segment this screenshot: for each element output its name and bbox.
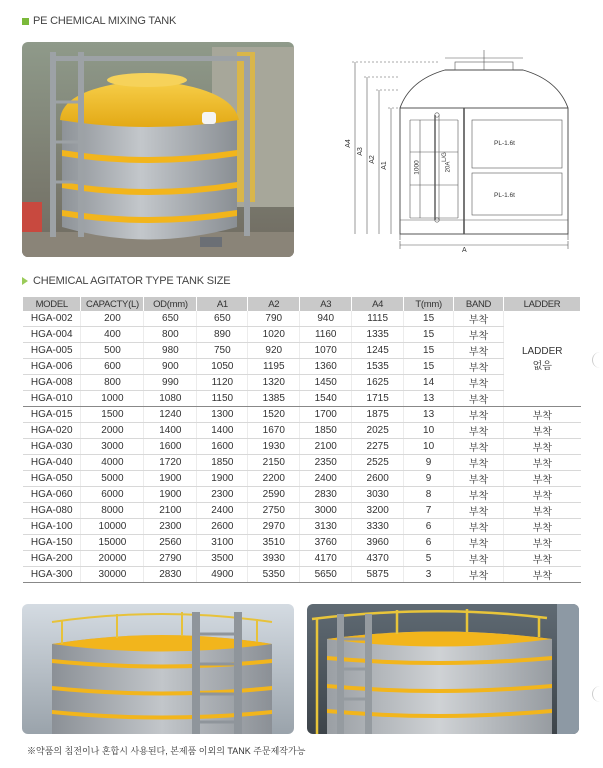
dim-label-lg: L/G xyxy=(441,152,448,162)
page-section-title xyxy=(22,15,176,27)
table-cell-model: HGA-020 xyxy=(23,423,81,439)
table-cell-model: HGA-006 xyxy=(23,359,81,375)
table-cell-a3: 2100 xyxy=(300,439,352,455)
table-cell-a4: 3030 xyxy=(352,487,404,503)
table-cell-a1: 1600 xyxy=(197,439,248,455)
page-title: PE CHEMICAL MIXING TANK xyxy=(33,15,177,27)
mixing-tank-photo xyxy=(22,42,294,257)
table-row xyxy=(23,471,581,487)
table-row xyxy=(23,503,581,519)
table-cell-t: 15 xyxy=(404,311,454,327)
table-cell-od: 2830 xyxy=(144,567,197,583)
table-cell-band: 부착 xyxy=(454,391,504,407)
large-tank-photo-right xyxy=(307,604,579,734)
table-header xyxy=(23,297,581,311)
table-cell-band: 부착 xyxy=(454,407,504,423)
table-cell-band: 부착 xyxy=(454,503,504,519)
table-cell-a2: 2590 xyxy=(248,487,300,503)
large-tank-photo-left xyxy=(22,604,294,734)
table-cell-cap: 1000 xyxy=(81,391,144,407)
table-cell-a2: 2970 xyxy=(248,519,300,535)
table-cell-ladder: 부착 xyxy=(504,455,581,471)
column-header: LADDER xyxy=(504,297,581,311)
table-cell-t: 10 xyxy=(404,423,454,439)
dim-label-a3: A3 xyxy=(356,147,364,156)
table-cell-ladder: 부착 xyxy=(504,503,581,519)
dim-label-1000: 1000 xyxy=(413,160,421,175)
table-cell-a4: 2025 xyxy=(352,423,404,439)
table-cell-model: HGA-010 xyxy=(23,391,81,407)
column-header: A3 xyxy=(300,297,352,311)
tank-size-table xyxy=(23,297,581,583)
table-cell-model: HGA-100 xyxy=(23,519,81,535)
large-tank-left-illustration xyxy=(22,604,294,734)
table-cell-a1: 2300 xyxy=(197,487,248,503)
table-cell-ladder: 부착 xyxy=(504,567,581,583)
table-cell-a3: 3000 xyxy=(300,503,352,519)
table-cell-a1: 750 xyxy=(197,343,248,359)
table-row xyxy=(23,407,581,423)
table-cell-cap: 600 xyxy=(81,359,144,375)
table-row xyxy=(23,439,581,455)
column-header: MODEL xyxy=(23,297,81,311)
table-cell-od: 1080 xyxy=(144,391,197,407)
table-cell-cap: 8000 xyxy=(81,503,144,519)
table-row xyxy=(23,423,581,439)
table-cell-t: 15 xyxy=(404,327,454,343)
table-cell-a3: 4170 xyxy=(300,551,352,567)
table-cell-od: 2560 xyxy=(144,535,197,551)
table-cell-a4: 1335 xyxy=(352,327,404,343)
dim-label-pl-top: PL-1.6t xyxy=(494,140,515,147)
table-cell-ladder: 부착 xyxy=(504,407,581,423)
table-cell-a1: 1850 xyxy=(197,455,248,471)
table-cell-a2: 1195 xyxy=(248,359,300,375)
table-cell-a1: 1300 xyxy=(197,407,248,423)
table-cell-t: 13 xyxy=(404,407,454,423)
table-cell-model: HGA-005 xyxy=(23,343,81,359)
table-row xyxy=(23,519,581,535)
column-header: CAPACTY(L) xyxy=(81,297,144,311)
table-cell-a2: 3930 xyxy=(248,551,300,567)
table-cell-t: 9 xyxy=(404,455,454,471)
table-cell-od: 1900 xyxy=(144,487,197,503)
table-cell-a3: 1070 xyxy=(300,343,352,359)
table-cell-cap: 2000 xyxy=(81,423,144,439)
table-cell-cap: 800 xyxy=(81,375,144,391)
table-cell-t: 10 xyxy=(404,439,454,455)
footnote: ※약품의 침전이나 혼합시 사용된다, 본제품 이외의 TANK 주문제작가능 xyxy=(27,746,306,756)
table-cell-a2: 1670 xyxy=(248,423,300,439)
column-header: A2 xyxy=(248,297,300,311)
table-cell-od: 650 xyxy=(144,311,197,327)
table-cell-a3: 3760 xyxy=(300,535,352,551)
table-cell-model: HGA-008 xyxy=(23,375,81,391)
table-cell-a4: 1535 xyxy=(352,359,404,375)
table-cell-cap: 200 xyxy=(81,311,144,327)
table-cell-band: 부착 xyxy=(454,487,504,503)
table-cell-a2: 1320 xyxy=(248,375,300,391)
table-cell-t: 6 xyxy=(404,519,454,535)
table-cell-a1: 650 xyxy=(197,311,248,327)
table-cell-a4: 3960 xyxy=(352,535,404,551)
table-cell-a4: 1115 xyxy=(352,311,404,327)
table-cell-a3: 1360 xyxy=(300,359,352,375)
table-cell-ladder: 부착 xyxy=(504,487,581,503)
table-cell-a1: 3100 xyxy=(197,535,248,551)
table-cell-cap: 4000 xyxy=(81,455,144,471)
table-cell-a3: 1850 xyxy=(300,423,352,439)
table-cell-a1: 1150 xyxy=(197,391,248,407)
table-cell-a1: 3500 xyxy=(197,551,248,567)
table-cell-a4: 4370 xyxy=(352,551,404,567)
table-section-title xyxy=(22,275,230,287)
table-cell-od: 1240 xyxy=(144,407,197,423)
table-cell-ladder: 부착 xyxy=(504,439,581,455)
table-cell-ladder: 부착 xyxy=(504,535,581,551)
table-cell-t: 13 xyxy=(404,391,454,407)
table-cell-t: 7 xyxy=(404,503,454,519)
table-cell-a4: 1875 xyxy=(352,407,404,423)
table-cell-cap: 30000 xyxy=(81,567,144,583)
table-cell-a3: 940 xyxy=(300,311,352,327)
table-cell-a4: 3330 xyxy=(352,519,404,535)
column-header: T(mm) xyxy=(404,297,454,311)
table-cell-od: 900 xyxy=(144,359,197,375)
table-cell-model: HGA-040 xyxy=(23,455,81,471)
table-cell-a2: 1520 xyxy=(248,407,300,423)
table-cell-a2: 920 xyxy=(248,343,300,359)
table-cell-a3: 3130 xyxy=(300,519,352,535)
table-cell-band: 부착 xyxy=(454,519,504,535)
table-cell-a2: 1020 xyxy=(248,327,300,343)
table-cell-model: HGA-004 xyxy=(23,327,81,343)
table-cell-od: 800 xyxy=(144,327,197,343)
table-cell-ladder: 부착 xyxy=(504,519,581,535)
table-cell-ladder: 부착 xyxy=(504,423,581,439)
table-cell-t: 9 xyxy=(404,471,454,487)
table-cell-model: HGA-150 xyxy=(23,535,81,551)
table-cell-model: HGA-300 xyxy=(23,567,81,583)
table-cell-a1: 1050 xyxy=(197,359,248,375)
table-cell-a1: 1400 xyxy=(197,423,248,439)
table-cell-od: 1600 xyxy=(144,439,197,455)
table-cell-a2: 790 xyxy=(248,311,300,327)
table-row xyxy=(23,375,581,391)
table-cell-t: 6 xyxy=(404,535,454,551)
ladder-merged-cell xyxy=(504,311,581,407)
table-cell-a3: 1700 xyxy=(300,407,352,423)
binder-mark-bottom xyxy=(592,686,601,702)
dim-label-a: A xyxy=(462,247,467,254)
table-cell-band: 부착 xyxy=(454,327,504,343)
table-row xyxy=(23,343,581,359)
table-cell-model: HGA-002 xyxy=(23,311,81,327)
column-header: A4 xyxy=(352,297,404,311)
table-cell-a4: 5875 xyxy=(352,567,404,583)
table-cell-t: 15 xyxy=(404,343,454,359)
table-cell-t: 14 xyxy=(404,375,454,391)
table-cell-band: 부착 xyxy=(454,311,504,327)
table-cell-model: HGA-080 xyxy=(23,503,81,519)
table-cell-od: 980 xyxy=(144,343,197,359)
table-row xyxy=(23,535,581,551)
table-cell-od: 1900 xyxy=(144,471,197,487)
table-cell-band: 부착 xyxy=(454,455,504,471)
table-cell-t: 15 xyxy=(404,359,454,375)
table-cell-model: HGA-015 xyxy=(23,407,81,423)
table-cell-a2: 2750 xyxy=(248,503,300,519)
table-cell-od: 2100 xyxy=(144,503,197,519)
table-cell-band: 부착 xyxy=(454,375,504,391)
table-cell-cap: 15000 xyxy=(81,535,144,551)
table-cell-a4: 1625 xyxy=(352,375,404,391)
table-cell-ladder: 부착 xyxy=(504,551,581,567)
table-cell-band: 부착 xyxy=(454,439,504,455)
table-cell-model: HGA-200 xyxy=(23,551,81,567)
table-body xyxy=(23,311,581,583)
column-header: BAND xyxy=(454,297,504,311)
large-tank-right-illustration xyxy=(307,604,579,734)
table-cell-a3: 2350 xyxy=(300,455,352,471)
table-cell-band: 부착 xyxy=(454,423,504,439)
table-cell-cap: 400 xyxy=(81,327,144,343)
column-header: A1 xyxy=(197,297,248,311)
table-cell-a4: 3200 xyxy=(352,503,404,519)
table-cell-a2: 1930 xyxy=(248,439,300,455)
column-header: OD(mm) xyxy=(144,297,197,311)
tank-technical-drawing xyxy=(340,40,580,262)
table-cell-a4: 2275 xyxy=(352,439,404,455)
table-cell-a1: 1120 xyxy=(197,375,248,391)
table-cell-a4: 2600 xyxy=(352,471,404,487)
table-cell-od: 990 xyxy=(144,375,197,391)
table-cell-a4: 1715 xyxy=(352,391,404,407)
table-cell-od: 1720 xyxy=(144,455,197,471)
table-cell-a1: 890 xyxy=(197,327,248,343)
table-cell-od: 2790 xyxy=(144,551,197,567)
table-row xyxy=(23,391,581,407)
table-cell-a4: 1245 xyxy=(352,343,404,359)
table-cell-cap: 5000 xyxy=(81,471,144,487)
table-row xyxy=(23,359,581,375)
table-cell-band: 부착 xyxy=(454,359,504,375)
table-cell-a1: 4900 xyxy=(197,567,248,583)
dim-label-a4: A4 xyxy=(344,139,352,148)
table-cell-cap: 1500 xyxy=(81,407,144,423)
table-cell-cap: 6000 xyxy=(81,487,144,503)
table-cell-a3: 5650 xyxy=(300,567,352,583)
table-cell-a1: 1900 xyxy=(197,471,248,487)
table-cell-band: 부착 xyxy=(454,343,504,359)
table-cell-cap: 10000 xyxy=(81,519,144,535)
table-cell-t: 3 xyxy=(404,567,454,583)
table-cell-a2: 3510 xyxy=(248,535,300,551)
table-cell-a1: 2600 xyxy=(197,519,248,535)
table-cell-a2: 1385 xyxy=(248,391,300,407)
table-cell-model: HGA-060 xyxy=(23,487,81,503)
table-cell-band: 부착 xyxy=(454,535,504,551)
table-row xyxy=(23,455,581,471)
table-cell-cap: 3000 xyxy=(81,439,144,455)
table-cell-od: 1400 xyxy=(144,423,197,439)
green-square-icon xyxy=(22,18,29,25)
table-cell-t: 5 xyxy=(404,551,454,567)
table-cell-a2: 5350 xyxy=(248,567,300,583)
table-cell-a2: 2150 xyxy=(248,455,300,471)
mixing-tank-illustration xyxy=(22,42,294,257)
table-cell-band: 부착 xyxy=(454,471,504,487)
table-cell-band: 부착 xyxy=(454,567,504,583)
dim-label-lg-size: 20A xyxy=(445,161,452,173)
table-title: CHEMICAL AGITATOR TYPE TANK SIZE xyxy=(33,275,231,287)
ladder-merged-value: 없음 xyxy=(532,360,552,372)
table-cell-a3: 1160 xyxy=(300,327,352,343)
table-cell-ladder: 부착 xyxy=(504,471,581,487)
triangle-bullet-icon xyxy=(22,277,28,285)
table-cell-a3: 2830 xyxy=(300,487,352,503)
table-row xyxy=(23,327,581,343)
table-row xyxy=(23,311,581,327)
table-cell-a1: 2400 xyxy=(197,503,248,519)
table-cell-t: 8 xyxy=(404,487,454,503)
table-cell-a3: 1540 xyxy=(300,391,352,407)
table-cell-band: 부착 xyxy=(454,551,504,567)
dim-label-a2: A2 xyxy=(368,155,376,164)
table-cell-a2: 2200 xyxy=(248,471,300,487)
table-cell-od: 2300 xyxy=(144,519,197,535)
table-cell-cap: 500 xyxy=(81,343,144,359)
dim-label-a1: A1 xyxy=(380,161,388,170)
table-cell-model: HGA-050 xyxy=(23,471,81,487)
table-row xyxy=(23,551,581,567)
ladder-merged-label: LADDER xyxy=(521,345,563,357)
table-cell-a4: 2525 xyxy=(352,455,404,471)
binder-mark-top xyxy=(592,352,601,368)
table-cell-model: HGA-030 xyxy=(23,439,81,455)
table-cell-a3: 2400 xyxy=(300,471,352,487)
table-row xyxy=(23,487,581,503)
table-cell-a3: 1450 xyxy=(300,375,352,391)
table-cell-cap: 20000 xyxy=(81,551,144,567)
dim-label-pl-bottom: PL-1.6t xyxy=(494,192,515,199)
table-row xyxy=(23,567,581,583)
